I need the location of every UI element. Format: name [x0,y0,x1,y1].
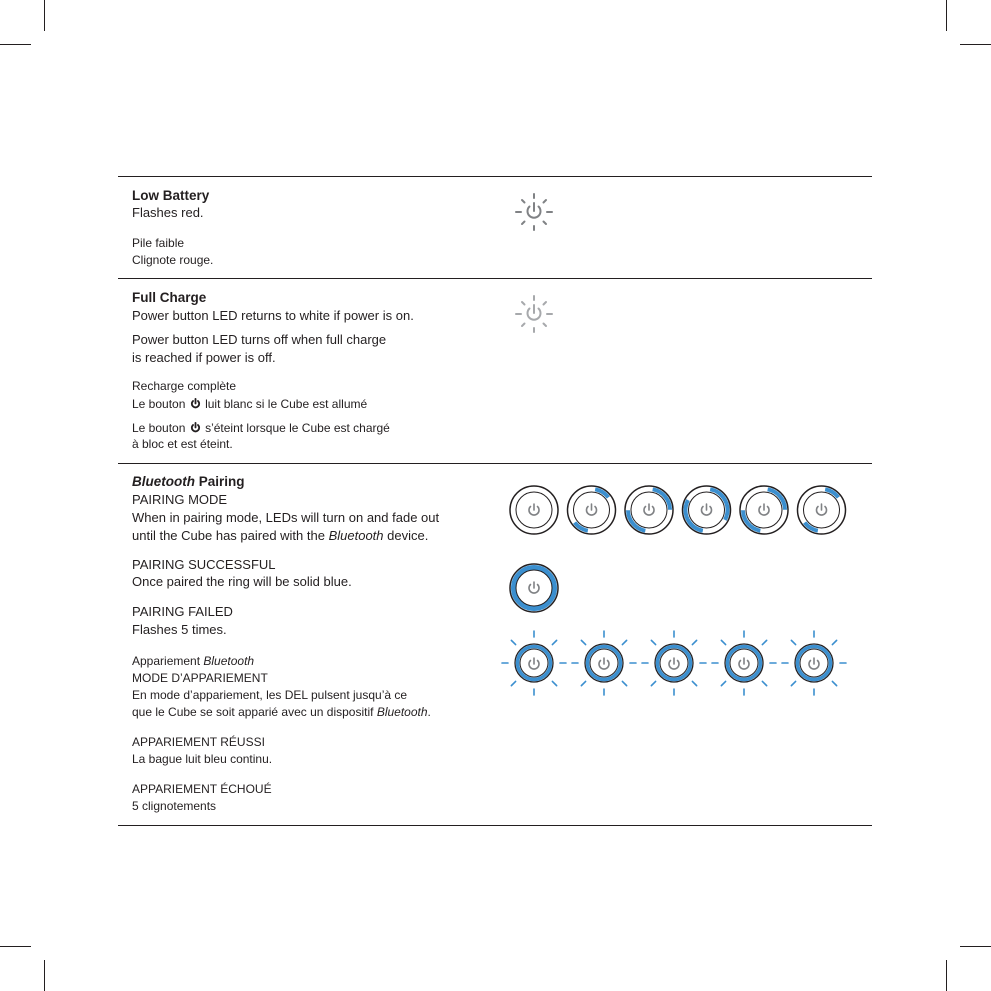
text-fragment: device. [383,528,429,543]
bluetooth-pairing-title [132,473,245,491]
low-battery-desc-fr: Clignote rouge. [132,253,214,267]
full-charge-desc-1: Power button LED returns to white if power is on. [132,308,414,323]
full-charge-desc-2a: Power button LED turns off when full charge [132,332,387,347]
text-fragment: Le bouton [132,421,186,435]
crop-mark [946,0,947,31]
flashing-ring [782,631,846,695]
full-charge-desc-fr-1 [132,396,367,413]
power-icon [190,422,201,433]
flash-ray [651,640,655,644]
text-fragment: Pairing [195,474,245,489]
pairing-mode-desc-1: When in pairing mode, LEDs will turn on and fade out [132,510,440,525]
full-charge-title: Full Charge [132,290,207,305]
flash-ray [511,681,515,685]
full-charge-desc-fr-2b: à bloc et est éteint. [132,437,233,451]
text-fragment: Le bouton [132,397,186,411]
table-rule [118,278,872,279]
power-icon-flashing [514,294,554,334]
pairing-mode-desc-fr-1: En mode d’appariement, les DEL pulsent jusqu’à ce [132,688,408,702]
pairing-ring [797,486,846,535]
pairing-success-label-fr: APPARIEMENT RÉUSSI [132,735,265,749]
power-icon [190,398,201,409]
text-fragment: Appariement [132,654,204,668]
full-charge-desc-fr-2 [132,420,390,437]
power-icon-flashing [514,192,554,232]
flash-ray [581,681,585,685]
flashing-ring [712,631,776,695]
low-battery-title: Low Battery [132,188,210,203]
flash-ray [622,640,626,644]
pairing-failed-label-fr: APPARIEMENT ÉCHOUÉ [132,782,272,796]
text-fragment: s’éteint lorsque le Cube est chargé [205,421,390,435]
text-fragment: Bluetooth [376,705,428,719]
full-charge-title-fr: Recharge complète [132,379,237,393]
table-rule [118,176,872,177]
table-rule [118,463,872,464]
pairing-mode-desc-fr-2 [132,704,431,721]
pairing-failed-desc: Flashes 5 times. [132,622,227,637]
bluetooth-pairing-title-fr [132,653,254,670]
pairing-ring [510,486,558,534]
flash-ray [832,640,836,644]
pairing-success-desc: Once paired the ring will be solid blue. [132,574,352,589]
table-rule [118,825,872,826]
text-fragment: Bluetooth [328,528,384,543]
crop-mark [44,0,45,31]
crop-mark [960,946,991,947]
flash-ray [581,640,585,644]
pairing-success-label: PAIRING SUCCESSFUL [132,557,276,572]
pairing-mode-label: PAIRING MODE [132,492,228,507]
crop-mark [960,44,991,45]
text-fragment: until the Cube has paired with the [132,528,329,543]
flash-ray [622,681,626,685]
text-fragment: Bluetooth [203,654,255,668]
pairing-ring [682,486,731,535]
pairing-success-desc-fr: La bague luit bleu continu. [132,752,273,766]
pairing-mode-rings [500,480,860,540]
flash-ray [762,681,766,685]
pairing-ring [625,486,674,535]
pairing-success-ring [500,560,560,620]
flash-ray [762,640,766,644]
low-battery-title-fr: Pile faible [132,236,185,250]
flash-ray [651,681,655,685]
flash-ray [791,640,795,644]
flashing-ring [502,631,566,695]
pairing-mode-desc-2 [132,527,428,545]
flash-ray [832,681,836,685]
flash-ray [692,640,696,644]
low-battery-desc: Flashes red. [132,205,204,220]
flash-ray [692,681,696,685]
flash-ray [552,681,556,685]
text-fragment: luit blanc si le Cube est allumé [205,397,368,411]
flashing-ring [642,631,706,695]
crop-mark [0,44,31,45]
flash-ray [511,640,515,644]
flash-ray [721,681,725,685]
flash-ray [552,640,556,644]
pairing-ring [740,486,789,535]
flashing-ring [572,631,636,695]
pairing-failed-label: PAIRING FAILED [132,604,233,619]
pairing-failed-rings [500,630,860,700]
text-fragment: Bluetooth [132,474,195,489]
pairing-mode-label-fr: MODE D’APPARIEMENT [132,671,268,685]
full-charge-desc-2b: is reached if power is off. [132,350,276,365]
crop-mark [0,946,31,947]
crop-mark [44,960,45,991]
text-fragment: que le Cube se soit apparié avec un dispositif [132,705,377,719]
pairing-failed-desc-fr: 5 clignotements [132,799,217,813]
pairing-ring [567,486,616,535]
text-fragment: . [427,705,431,719]
flash-ray [721,640,725,644]
crop-mark [946,960,947,991]
flash-ray [791,681,795,685]
